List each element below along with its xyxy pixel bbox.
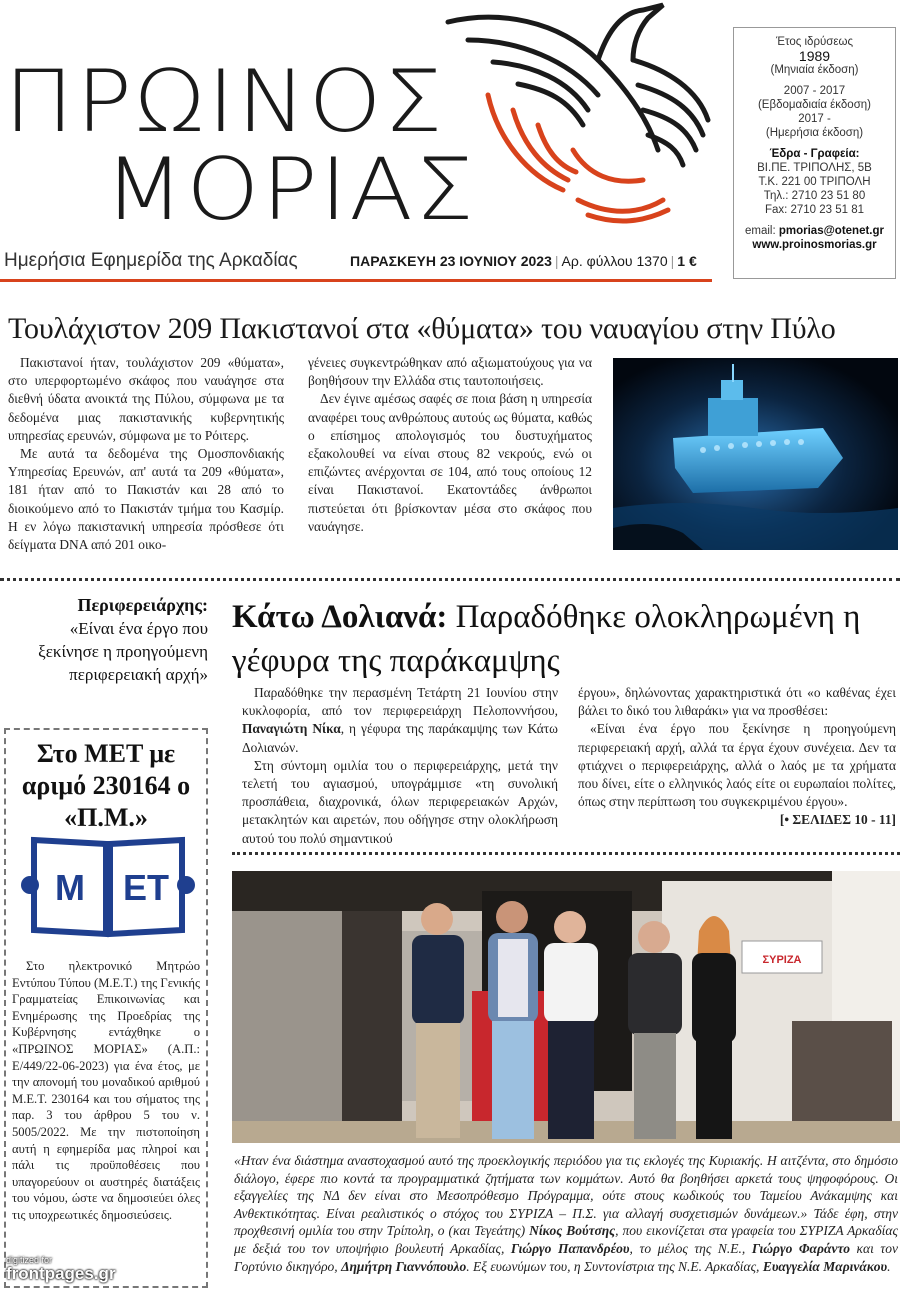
digitized-watermark (6, 1255, 116, 1284)
met-article-text: Στο ηλεκτρονικό Μητρώο Εντύπου Τύπου (Μ.Ε.Τ.) της Γενικής Γραμματείας Επικοινωνίας και Ενημέρωσης της Προεδρίας της Κυβέρνησης εντάχθηκε ο «ΠΡΩΙΝΟΣ ΜΟΡΙΑΣ» (Α.Π.: Ε/449/22-06-2023) για ένα έτος, με την απονομή του μοναδικού αριθμού Μ.Ε.Τ. 230164 και του σήματος της παρ. 3 του άρθρου 5 του ν. 5005/2022. Με την πιστοποίηση αυτή η εφημερίδα μας πληροί και πάλι τις προϋποθέσεις που υπαγορεύουν οι αυστηρές διατάξεις του νόμου, ώστε να δημοσιεύει όλες τις υποχρεωτικές δημοσιεύσεις. (12, 959, 200, 1222)
issue-number: Αρ. φύλλου 1370 (561, 253, 668, 269)
bird-logo-icon (438, 0, 718, 230)
caption-text: «Ηταν ένα διάστημα αναστοχασμού αυτό της προεκλογικής περιόδου για τις εκλογές της Κυριακής. Η αιτζέντα, στο δημόσιο διάλογο, έφερε πιο κοντά τα προγραμματικά ζητήματα των κομμάτων. Αυτό θα βοηθήσει αρκετά τους ψηφοφόρους. Οι εξαγγελίες της ΝΔ δεν είναι στο Μεσοπρόθεσμο Πρόγραμμα, ούτε στους κωδικούς του Ταμείου Ανάκαμψης και Ανθεκτικότητας. Είναι ρεαλιστικός ο στόχος του ΣΥΡΙΖΑ – Π.Σ. για αλλαγή συσχετισμών δυνάμεων.» Τάδε έφη, στην προχθεσινή ομιλία του στην Τρίπολη, ο (και Τεγεάτης) (234, 1153, 898, 1239)
email-label: email: (744, 225, 776, 237)
phone: Τηλ.: 2710 23 51 80 (763, 190, 866, 202)
met-book-logo-icon (20, 830, 196, 942)
daily-edition: (Ημερήσια έκδοση) (765, 127, 864, 139)
address-line2: Τ.Κ. 221 00 ΤΡΙΠΟΛΗ (758, 176, 871, 188)
person-name: Παναγιώτη Νίκα (242, 721, 341, 737)
article2-column2 (578, 684, 896, 830)
caption-text: και τον Γορτύνιο δικηγόρο, (234, 1240, 899, 1274)
caption-text: , το μέλος της Ν.Ε., (629, 1240, 752, 1256)
page-reference-link[interactable]: [• ΣΕΛΙΔΕΣ 10 - 11] (779, 812, 896, 828)
issue-line: ΠΑΡΑΣΚΕΥΗ 23 ΙΟΥΝΙΟΥ 2023 | Αρ. φύλλου 1370 | 1 € (350, 253, 697, 269)
founded-label: Έτος ιδρύσεως (775, 36, 854, 48)
caption-text: , που εικονίζεται στα γραφεία του ΣΥΡΙΖΑ Αρκαδίας με δεξιά του τον υποψήφιο βουλευτή Αρκαδίας, (234, 1223, 898, 1256)
caption-person-name: Νίκος Βούτσης (529, 1223, 616, 1239)
article2-paragraph: έργου», δηλώνοντας χαρακτηριστικά ότι «ο καθένας έχει βάλει το δικό του λιθαράκι» για να προσθέσει: (578, 685, 896, 719)
email-link[interactable]: pmorias@otenet.gr (778, 225, 885, 237)
caption-person-name: Γιώργο Παπανδρέου (510, 1240, 630, 1256)
caption-person-name: Ευαγγελία Μαρινάκου (762, 1258, 888, 1274)
masthead-rule (0, 279, 712, 282)
watermark-small: digitized for (6, 1255, 53, 1265)
photo-caption (234, 1152, 898, 1275)
office-label: Έδρα - Γραφεία: (769, 148, 860, 160)
article1-paragraph: Με αυτά τα δεδομένα της Ομοσπονδιακής Υπηρεσίας Ερευνών, απ' αυτά τα 209 «θύματα», 181 ήταν από το Πακιστάν και 28 από το διοικούμενο από το Πακιστάν τμήμα του Κασμίρ. Η εν λόγω πακιστανική υπηρεσία πρόσθεσε ότι δείγματα DNA από 201 οικο- (8, 446, 284, 553)
article1-paragraph: Δεν έγινε αμέσως σαφές σε ποια βάση η υπηρεσία αναφέρει τους ανθρώπους αυτούς ως θύματα, καθώς ο επίσημος απολογισμός του δυστυχήματος εξακολουθεί να είναι στους 82 νεκρούς, ενώ οι επιζώντες ανέρχονται σε 104, από τους οποίους 12 είναι Πακιστανοί. Εκατοντάδες άνθρωποι πιστεύεται ότι βρίσκονταν μέσα στο σκάφος που ναυάγησε. (308, 391, 592, 534)
met-logo-letter-left: Μ (55, 867, 85, 908)
group-photo[interactable] (232, 871, 900, 1143)
founded-year: 1989 (798, 48, 831, 64)
article2-paragraph: «Είναι ένα έργο που ξεκίνησε η προηγούμενη περιφερειακή αρχή, αλλά τα έργα έχουν συνέχεια. Δεν τα φτιάχνει ο περιφερειάρχης, αλλά ο λαός με τα χρήματα που δίνει, είτε ο ελληνικός λαός είτε οι ευρωπαίοι πολίτες, όπως στην περίπτωση του συγκεκριμένου έργου». (578, 721, 896, 810)
caption-person-name: Γιώργο Φαράντο (751, 1240, 850, 1256)
website-link[interactable]: www.proinosmorias.gr (752, 239, 877, 251)
sidebar-quote: «Είναι ένα έργο που ξεκίνησε η προηγούμενη περιφερειακή αρχή» (38, 619, 208, 684)
article1-paragraph: γένειες συγκεντρώθηκαν από αξιωματούχους για να βοηθήσουν την Ελλάδα στις ταυτοποιήσεις. (308, 355, 592, 389)
met-registry-box (4, 728, 208, 1288)
section-divider (0, 578, 900, 581)
article2-text: , η γέφυρα της παράκαμψης των Κάτω Δολιανών. (242, 721, 558, 755)
article2-headline-place: Κάτω Δολιανά: (232, 599, 448, 635)
address-line1: ΒΙ.ΠΕ. ΤΡΙΠΟΛΗΣ, 5Β (757, 162, 872, 174)
caption-text: . (887, 1258, 891, 1274)
issue-date: ΠΑΡΑΣΚΕΥΗ 23 ΙΟΥΝΙΟΥ 2023 (350, 253, 552, 269)
tagline-row (0, 250, 720, 278)
shipwreck-boat-photo[interactable] (613, 358, 898, 550)
watermark-site: frontpages.gr (6, 1264, 116, 1283)
article2-headline-text: Παραδόθηκε ολοκληρωμένη η γέφυρα της παράκαμψης (232, 599, 861, 679)
logo-title-line2: ΜΟΡΙΑΣ (104, 140, 476, 240)
section-divider (232, 852, 900, 855)
tagline: Ημερήσια Εφημερίδα της Αρκαδίας (4, 250, 298, 271)
monthly-edition: (Μηνιαία έκδοση) (770, 64, 859, 76)
article2-text: Παραδόθηκε την περασμένη Τετάρτη 21 Ιουνίου στην κυκλοφορία, από τον περιφερειάρχη Πελοποννήσου, (242, 685, 558, 719)
issue-price: 1 € (677, 253, 697, 269)
weekly-edition: (Εβδομαδιαία έκδοση) (757, 99, 872, 111)
publication-info-box (733, 27, 896, 279)
caption-text: . Εξ ευωνύμων του, η Συντονίστρια της Ν.Ε. Αρκαδίας, (466, 1258, 763, 1274)
daily-years: 2017 - (798, 113, 831, 125)
article2-headline[interactable] (232, 595, 900, 683)
fax: Fax: 2710 23 51 81 (764, 204, 865, 216)
weekly-years: 2007 - 2017 (783, 85, 846, 97)
caption-person-name: Δημήτρη Γιαννόπουλο (341, 1258, 467, 1274)
article1-paragraph: Πακιστανοί ήταν, τουλάχιστον 209 «θύματα», στο υπερφορτωμένο σκάφος που ναυάγησε στα διεθνή ύδατα ανοικτά της Πύλου, σύμφωνα με τα δεδομένα μιας πακιστανικής κυβερνητικής υπηρεσίας ερευνών, σύμφωνα με το Ρόιτερς. (8, 355, 284, 443)
party-sign-text: ΣΥΡΙΖΑ (762, 954, 802, 966)
article2-paragraph: Στη σύντομη ομιλία του ο περιφερειάρχης, μετά την τελετή του αγιασμού, υπογράμμισε «τη συνολική προσπάθεια, διαχρονικά, όλων περιφερειακών Αρχών, μετακλητών και αιρετών, που οδήγησε στην ολοκλήρωση αυτού του πολύ σημαντικού (242, 757, 558, 846)
sidebar-kicker: Περιφερειάρχης: (77, 595, 208, 615)
met-logo-letters-right: ΕΤ (122, 867, 170, 908)
logo-title-line1: ΠΡΩΙΝΟΣ (4, 52, 445, 152)
masthead (0, 0, 900, 290)
sidebar-quote-block[interactable] (8, 594, 208, 686)
article1-column1 (8, 354, 284, 554)
article1-headline[interactable]: Τουλάχιστον 209 Πακιστανοί στα «θύματα» του ναυαγίου στην Πύλο (8, 312, 836, 345)
met-title[interactable]: Στο ΜΕΤ με αριμό 230164 ο «Π.Μ.» (21, 739, 191, 832)
article2-column1 (242, 684, 558, 848)
article1-column2 (308, 354, 592, 536)
